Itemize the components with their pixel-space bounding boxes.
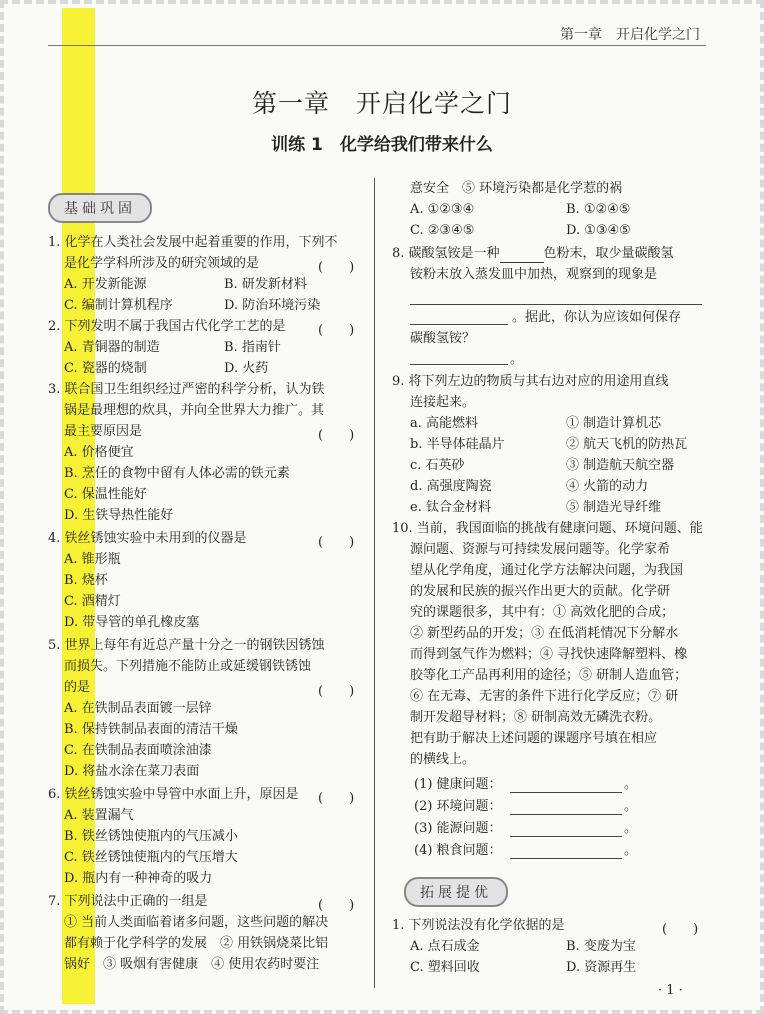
q8-answer-line[interactable]	[410, 364, 508, 365]
q9-line1: 9. 将下列左边的物质与其右边对应的用途用直线	[392, 374, 669, 389]
q3-option-a: A. 价格便宜	[64, 445, 134, 460]
running-header: 第一章 开启化学之门	[560, 27, 700, 43]
q6-line1: 6. 铁丝锈蚀实验中导管中水面上升，原因是	[48, 787, 299, 802]
q9-left-item: e. 钛合金材料	[410, 500, 491, 515]
q8-answer-line[interactable]	[410, 324, 508, 325]
q10-line: ⑥ 在无毒、无害的条件下进行化学反应；⑦ 研	[410, 689, 679, 704]
q3-option-c: C. 保温性能好	[64, 487, 147, 502]
q10-answer-line[interactable]	[510, 858, 622, 859]
q5-option-c: C. 在铁制品表面喷涂油漆	[64, 743, 212, 758]
q5-line1: 5. 世界上每年有近总产量十分之一的钢铁因锈蚀	[48, 638, 325, 653]
q8-answer-line[interactable]	[410, 304, 702, 305]
q10-line: 源问题、资源与可持续发展问题等。化学家希	[410, 542, 671, 557]
q6-option-c: C. 铁丝锈蚀使瓶内的气压增大	[64, 850, 238, 865]
q2-option-c: C. 瓷器的烧制	[64, 361, 147, 376]
q2-line1: 2. 下列发明不属于我国古代化学工艺的是	[48, 319, 286, 334]
q3-option-d: D. 生铁导热性能好	[64, 508, 174, 523]
q2-option-a: A. 青铜器的制造	[64, 340, 160, 355]
q7-line3: 都有赖于化学科学的发展 ② 用铁锅烧菜比铝	[64, 936, 329, 951]
q10-period: 。	[624, 799, 638, 814]
q5-option-d: D. 将盐水涂在菜刀表面	[64, 764, 200, 779]
q7-option-b: B. ①②④⑤	[566, 202, 631, 217]
q8-line2: 铵粉末放入蒸发皿中加热，观察到的现象是	[410, 267, 658, 282]
q1-line1: 1. 化学在人类社会发展中起着重要的作用，下列不	[48, 235, 338, 250]
q4-option-c: C. 酒精灯	[64, 594, 121, 609]
q10-sub2: (2) 环境问题：	[414, 799, 502, 814]
q7-option-a: A. ①②③④	[410, 202, 475, 217]
q4-option-d: D. 带导管的单孔橡皮塞	[64, 615, 200, 630]
q4-line1: 4. 铁丝锈蚀实验中未用到的仪器是	[48, 531, 247, 546]
column-divider	[374, 178, 375, 988]
q10-line: 的横线上。	[410, 752, 476, 767]
page-number: · 1 ·	[658, 983, 683, 998]
e1-option-c: C. 塑料回收	[410, 960, 480, 975]
q8-line1	[392, 246, 674, 263]
q3-line2: 锅是最理想的炊具，并向全世界大力推广。其	[64, 403, 325, 418]
section-subtitle: 训练 1 化学给我们带来什么	[271, 135, 493, 155]
q7-continued: 意安全 ⑤ 环境污染都是化学惹的祸	[410, 181, 623, 196]
answer-paren: ( )	[318, 791, 355, 806]
q10-sub4: (4) 粮食问题：	[414, 843, 502, 858]
answer-paren: ( )	[318, 260, 355, 275]
q5-option-a: A. 在铁制品表面镀一层锌	[64, 701, 212, 716]
answer-paren: ( )	[318, 898, 355, 913]
q6-option-b: B. 铁丝锈蚀使瓶内的气压减小	[64, 829, 238, 844]
answer-paren: ( )	[318, 323, 355, 338]
answer-paren: ( )	[318, 428, 355, 443]
q9-left-item: c. 石英砂	[410, 458, 465, 473]
q8-text-a: 8. 碳酸氢铵是一种	[392, 246, 500, 261]
chapter-title: 第一章 开启化学之门	[251, 89, 512, 118]
q9-line2: 连接起来。	[410, 395, 476, 410]
q9-left-item: b. 半导体硅晶片	[410, 437, 505, 452]
q5-line3: 的是	[64, 680, 91, 695]
e1-option-a: A. 点石成金	[410, 939, 480, 954]
q8-line5: 碳酸氢铵？	[410, 331, 476, 346]
section-badge-basic: 基础巩固	[48, 193, 152, 223]
e1-line1: 1. 下列说法没有化学依据的是	[392, 918, 565, 933]
q9-right-item: ③ 制造航天航空器	[566, 458, 675, 473]
q10-period: 。	[624, 777, 638, 792]
q10-line: 究的课题很多，其中有：① 高效化肥的合成；	[410, 605, 675, 620]
q1-line2: 是化学学科所涉及的研究领域的是	[64, 256, 260, 271]
q4-option-a: A. 锥形瓶	[64, 552, 121, 567]
q7-option-d: D. ①③④⑤	[566, 223, 631, 238]
q10-line: 的发展和民族的振兴作出更大的贡献。化学研	[410, 584, 671, 599]
q1-option-d: D. 防治环境污染	[224, 298, 321, 313]
q1-option-b: B. 研发新材料	[224, 277, 307, 292]
q6-option-d: D. 瓶内有一种神奇的吸力	[64, 871, 213, 886]
q7-option-c: C. ②③④⑤	[410, 223, 475, 238]
q3-line3: 最主要原因是	[64, 424, 143, 439]
q7-line4: 锅好 ③ 吸烟有害健康 ④ 使用农药时要注	[64, 957, 320, 972]
q9-right-item: ⑤ 制造光导纤维	[566, 500, 662, 515]
q1-option-a: A. 开发新能源	[64, 277, 147, 292]
q8-text-b: 色粉末，取少量碳酸氢	[543, 246, 674, 261]
q2-option-d: D. 火药	[224, 361, 269, 376]
q9-left-item: a. 高能燃料	[410, 416, 479, 431]
q8-line6: 。	[510, 352, 524, 367]
e1-option-b: B. 变废为宝	[566, 939, 636, 954]
q5-line2: 而损失。下列措施不能防止或延缓钢铁锈蚀	[64, 659, 312, 674]
q10-line: 望从化学角度，通过化学方法解决问题，为我国	[410, 563, 684, 578]
q8-blank-color[interactable]	[500, 246, 544, 263]
q10-period: 。	[624, 843, 638, 858]
q10-line: 10. 当前，我国面临的挑战有健康问题、环境问题、能	[392, 521, 703, 536]
q10-line: 制开发超导材料；⑧ 研制高效无磷洗衣粉。	[410, 710, 662, 725]
q5-option-b: B. 保持铁制品表面的清洁干燥	[64, 722, 238, 737]
q10-answer-line[interactable]	[510, 836, 622, 837]
q10-answer-line[interactable]	[510, 792, 622, 793]
q10-period: 。	[624, 821, 638, 836]
q8-line4: 。据此，你认为应该如何保存	[512, 310, 682, 325]
answer-paren: ( )	[318, 535, 355, 550]
q10-answer-line[interactable]	[510, 814, 622, 815]
q10-sub3: (3) 能源问题：	[414, 821, 502, 836]
q3-line1: 3. 联合国卫生组织经过严密的科学分析，认为铁	[48, 382, 325, 397]
q10-line: ② 新型药品的开发；③ 在低消耗情况下分解水	[410, 626, 679, 641]
q9-right-item: ② 航天飞机的防热瓦	[566, 437, 688, 452]
header-rule	[48, 45, 706, 46]
q7-line1: 7. 下列说法中正确的一组是	[48, 894, 208, 909]
q3-option-b: B. 烹任的食物中留有人体必需的铁元素	[64, 466, 290, 481]
q10-sub1: (1) 健康问题：	[414, 777, 502, 792]
q6-option-a: A. 装置漏气	[64, 808, 134, 823]
q10-line: 把有助于解决上述问题的课题序号填在相应	[410, 731, 658, 746]
q9-right-item: ① 制造计算机芯	[566, 416, 662, 431]
q2-option-b: B. 指南针	[224, 340, 281, 355]
q9-right-item: ④ 火箭的动力	[566, 479, 649, 494]
answer-paren: ( )	[662, 922, 699, 937]
answer-paren: ( )	[318, 684, 355, 699]
q1-option-c: C. 编制计算机程序	[64, 298, 173, 313]
q10-line: 而得到氢气作为燃料；④ 寻找快速降解塑料、橡	[410, 647, 688, 662]
q4-option-b: B. 烧杯	[64, 573, 108, 588]
q10-line: 胶等化工产品再利用的途径；⑤ 研制人造血管；	[410, 668, 688, 683]
section-badge-extend: 拓展提优	[404, 877, 508, 907]
q7-line2: ① 当前人类面临着诸多问题，这些问题的解决	[64, 915, 329, 930]
e1-option-d: D. 资源再生	[566, 960, 637, 975]
q9-left-item: d. 高强度陶瓷	[410, 479, 492, 494]
